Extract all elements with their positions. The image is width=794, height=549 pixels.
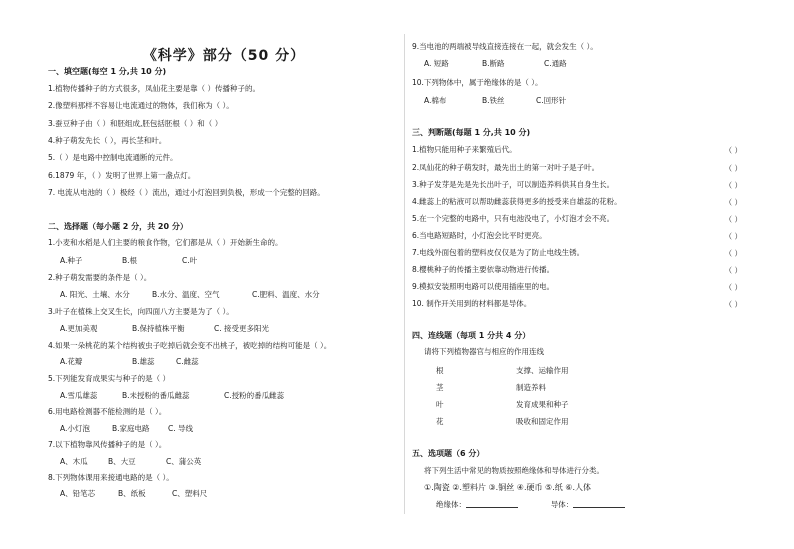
option-b: B.铁丝 xyxy=(482,96,505,105)
choice-options-2 xyxy=(60,290,320,300)
matching-instruction: 请将下列植物器官与相应的作用连线 xyxy=(424,347,544,356)
match-right-item[interactable]: 制造养料 xyxy=(516,383,546,392)
match-left-item[interactable]: 叶 xyxy=(436,400,444,409)
conductor-label: 导体： xyxy=(550,500,574,509)
answer-paren[interactable]: （ ） xyxy=(724,283,742,292)
option-c: C、蒲公英 xyxy=(166,457,202,466)
answer-paren[interactable]: （ ） xyxy=(724,249,742,258)
section-judgment-heading: 三、判断题(每题 1 分,共 10 分) xyxy=(412,128,531,137)
option-c: C、塑料尺 xyxy=(172,489,208,498)
choice-options-8 xyxy=(60,489,207,499)
fill-in-question-3: 3.蚕豆种子由（ ）和胚组成,胚包括胚根（ ）和（ ） xyxy=(48,119,223,128)
choice-question-1: 1.小麦和水稻是人们主要的粮食作物，它们都是从（ ）开始新生命的。 xyxy=(48,238,283,247)
insulator-answer-row xyxy=(436,499,625,510)
classify-instruction: 将下列生活中常见的物质按照绝缘体和导体进行分类。 xyxy=(424,466,604,475)
option-a: A.更加美观 xyxy=(60,324,98,333)
option-a: A.小灯泡 xyxy=(60,424,90,433)
match-left-item[interactable]: 花 xyxy=(436,417,444,426)
option-c: C.叶 xyxy=(182,256,198,265)
answer-paren[interactable]: （ ） xyxy=(724,215,742,224)
fill-in-question-2: 2.像塑料那样不容易让电流通过的物体，我们称为（ ）。 xyxy=(48,101,234,110)
fill-in-question-7: 7. 电流从电池的（ ）极经（ ）流出，通过小灯泡回到负极，形成一个完整的回路。 xyxy=(48,188,325,197)
option-b: B、纸板 xyxy=(118,489,146,498)
option-a: A. 短路 xyxy=(424,59,449,68)
answer-paren[interactable]: （ ） xyxy=(724,164,742,173)
option-c: C. 接受更多阳光 xyxy=(214,324,270,333)
choice-question-8: 8.下列物体课用来接通电路的是（ ）。 xyxy=(48,473,174,482)
section-fill-in-heading: 一、填空题(每空 1 分,共 10 分) xyxy=(48,67,167,76)
option-c: C. 导线 xyxy=(168,424,194,433)
choice-options-10 xyxy=(424,96,566,106)
judgment-question-3: 3.种子发芽是先是先长出叶子，可以制造养料供其自身生长。 xyxy=(412,180,615,189)
judgment-question-10: 10. 制作开关用到的材料都是导体。 xyxy=(412,299,532,308)
fill-in-question-1: 1.植物传播种子的方式很多，凤仙花主要是靠（ ）传播种子的。 xyxy=(48,84,261,93)
option-b: B.水分、温度、空气 xyxy=(152,290,220,299)
insulator-label: 绝缘体： xyxy=(436,500,466,509)
choice-options-1 xyxy=(60,256,197,266)
judgment-question-4: 4.雌蕊上的粘液可以帮助雌蕊获得更多的授受来自雄蕊的花粉。 xyxy=(412,197,622,206)
option-b: B、大豆 xyxy=(108,457,136,466)
option-b: B.雄蕊 xyxy=(132,357,155,366)
option-b: B.家庭电路 xyxy=(112,424,150,433)
judgment-question-1: 1.植物只能用种子来繁殖后代。 xyxy=(412,145,517,154)
judgment-question-8: 8.樱桃种子的传播主要依靠动物进行传播。 xyxy=(412,265,555,274)
section-choice-heading: 二、选择题（每小题 2 分，共 20 分） xyxy=(48,222,188,231)
choice-question-3: 3.叶子在植株上交叉生长，向四面八方主要是为了（ ）。 xyxy=(48,307,234,316)
answer-paren[interactable]: （ ） xyxy=(724,198,742,207)
option-c: C.回形针 xyxy=(536,96,567,105)
option-a: A、木瓜 xyxy=(60,457,88,466)
answer-paren[interactable]: （ ） xyxy=(724,146,742,155)
option-c: C.肥料、温度、水分 xyxy=(252,290,320,299)
answer-paren[interactable]: （ ） xyxy=(724,232,742,241)
section-matching-heading: 四、连线题（每项 1 分共 4 分） xyxy=(412,331,531,340)
match-right-item[interactable]: 支撑、运输作用 xyxy=(516,366,569,375)
answer-paren[interactable]: （ ） xyxy=(724,300,742,309)
option-b: B.断路 xyxy=(482,59,505,68)
choice-options-3 xyxy=(60,324,269,334)
answer-paren[interactable]: （ ） xyxy=(724,181,742,190)
choice-options-4 xyxy=(60,357,199,367)
match-right-item[interactable]: 发育成果和种子 xyxy=(516,400,569,409)
option-a: A.雪瓜雄蕊 xyxy=(60,391,98,400)
section-classify-heading: 五、选项题（6 分） xyxy=(412,449,485,458)
insulator-blank[interactable] xyxy=(466,499,518,508)
choice-question-2: 2.种子萌发需要的条件是（ ）。 xyxy=(48,273,152,282)
choice-question-10: 10.下列物体中，属于绝缘体的是（ ）。 xyxy=(412,78,543,87)
answer-paren[interactable]: （ ） xyxy=(724,266,742,275)
fill-in-question-4: 4.种子萌发先长（ ），再长茎和叶。 xyxy=(48,136,167,145)
judgment-question-7: 7.电线外面包着的塑料皮仅仅是为了防止电线生锈。 xyxy=(412,248,585,257)
option-c: C.雌蕊 xyxy=(176,357,199,366)
option-c: C.授粉的番瓜雌蕊 xyxy=(224,391,285,400)
match-left-item[interactable]: 根 xyxy=(436,366,444,375)
option-a: A、铅笔芯 xyxy=(60,489,96,498)
option-a: A.种子 xyxy=(60,256,83,265)
fill-in-question-5: 5.（ ）是电路中控制电流通断的元件。 xyxy=(48,153,178,162)
match-left-item[interactable]: 茎 xyxy=(436,383,444,392)
choice-question-7: 7.以下植物靠风传播种子的是（ ）。 xyxy=(48,440,167,449)
judgment-question-2: 2.凤仙花的种子萌发时，最先出土的第一对叶子是子叶。 xyxy=(412,163,600,172)
page-title: 《科学》部分（50 分） xyxy=(142,48,306,64)
column-divider xyxy=(404,34,405,514)
option-b: B.根 xyxy=(122,256,138,265)
judgment-question-6: 6.当电路短路时，小灯泡会比平时更亮。 xyxy=(412,231,547,240)
fill-in-question-6: 6.1879 年，（ ）发明了世界上第一盏点灯。 xyxy=(48,171,196,180)
option-a: A.棉布 xyxy=(424,96,447,105)
choice-options-7 xyxy=(60,457,201,467)
choice-question-4: 4.如果一朵桃花的某个结构被虫子吃掉后就会变不出桃子，被吃掉的结构可能是（ ）。 xyxy=(48,341,332,350)
choice-question-6: 6.用电路检测器不能检测的是（ ）。 xyxy=(48,407,167,416)
choice-options-9 xyxy=(424,59,567,69)
option-a: A.花瓣 xyxy=(60,357,83,366)
conductor-blank[interactable] xyxy=(573,499,625,508)
choice-question-9: 9.当电池的两端被导线直接连接在一起，就会发生（ ）。 xyxy=(412,42,598,51)
match-right-item[interactable]: 吸收和固定作用 xyxy=(516,417,569,426)
option-b: B.未授粉的番瓜雌蕊 xyxy=(122,391,190,400)
classify-items: ①.陶瓷 ②.塑料片 ③.铜丝 ④.硬币 ⑤.纸 ⑥.人体 xyxy=(424,483,592,492)
option-a: A. 阳光、土壤、水分 xyxy=(60,290,130,299)
option-c: C.通路 xyxy=(544,59,567,68)
judgment-question-9: 9.模拟安装照明电路可以使用插座里的电。 xyxy=(412,282,555,291)
choice-question-5: 5.下列能发育成果实与种子的是（ ） xyxy=(48,374,171,383)
judgment-question-5: 5.在一个完整的电路中，只有电池没电了，小灯泡才会不亮。 xyxy=(412,214,615,223)
option-b: B.保持植株平衡 xyxy=(132,324,185,333)
choice-options-6 xyxy=(60,424,193,434)
choice-options-5 xyxy=(60,391,284,401)
